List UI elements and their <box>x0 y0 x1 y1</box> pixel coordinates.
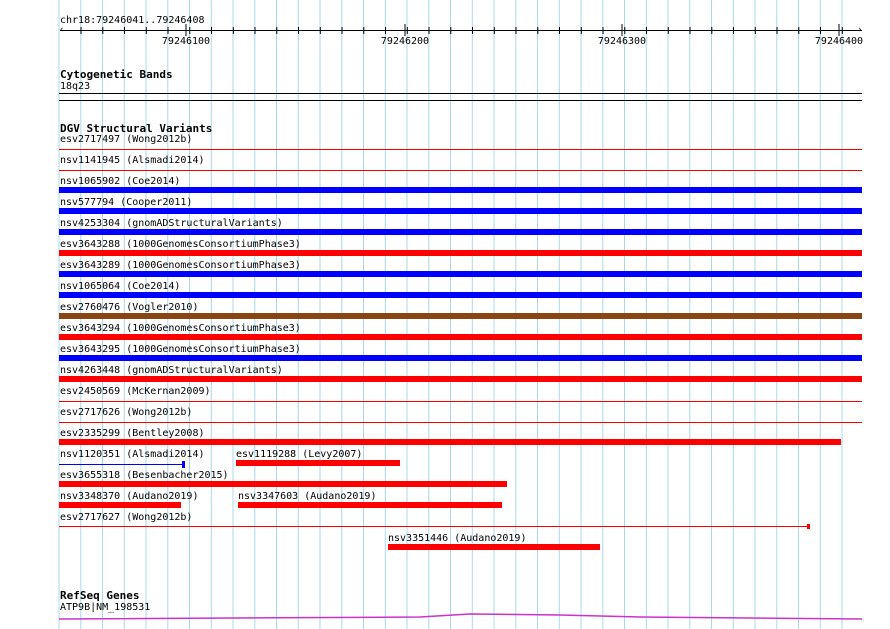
ruler-location: chr18:79246041..79246408 <box>60 15 205 26</box>
variant-label[interactable]: nsv1065902 (Coe2014) <box>60 176 181 187</box>
variant-label[interactable]: nsv3348370 (Audano2019) <box>60 491 199 502</box>
ruler-tick-label: 79246400 <box>814 36 864 47</box>
variant-feature-end <box>807 524 810 529</box>
variant-label[interactable]: nsv4253304 (gnomADStructuralVariants) <box>60 218 283 229</box>
ruler-axis <box>60 30 862 31</box>
variant-feature[interactable] <box>59 149 862 150</box>
variant-label[interactable]: nsv4263448 (gnomADStructuralVariants) <box>60 365 283 376</box>
cytoband-track-line[interactable] <box>59 93 862 94</box>
variant-feature[interactable] <box>59 422 862 423</box>
variant-feature[interactable] <box>59 401 862 402</box>
variant-feature[interactable] <box>59 526 809 527</box>
variant-feature-end <box>182 461 185 468</box>
refseq-gene-label[interactable]: ATP9B|NM_198531 <box>60 602 151 613</box>
ruler-tick-label: 79246300 <box>597 36 647 47</box>
variant-label[interactable]: esv2760476 (Vogler2010) <box>60 302 199 313</box>
variant-label[interactable]: esv2450569 (McKernan2009) <box>60 386 211 397</box>
variant-label[interactable]: nsv1141945 (Alsmadi2014) <box>60 155 205 166</box>
variant-feature[interactable] <box>59 481 507 487</box>
variant-label[interactable]: esv1119288 (Levy2007) <box>236 449 363 460</box>
variant-feature[interactable] <box>59 271 862 277</box>
variant-label[interactable]: nsv3347603 (Audano2019) <box>238 491 377 502</box>
track-divider <box>59 100 862 101</box>
variant-feature[interactable] <box>59 292 862 298</box>
variant-feature[interactable] <box>59 229 862 235</box>
ruler-right-arrow-icon: › <box>857 25 863 35</box>
variant-label[interactable]: nsv3351446 (Audano2019) <box>388 533 527 544</box>
variant-label[interactable]: esv2717626 (Wong2012b) <box>60 407 193 418</box>
ruler-left-arrow-icon: ‹ <box>59 25 65 35</box>
variant-label[interactable]: nsv1065064 (Coe2014) <box>60 281 181 292</box>
refseq-gene-feature[interactable] <box>0 610 890 622</box>
variant-feature[interactable] <box>388 544 600 550</box>
variant-label[interactable]: esv3643295 (1000GenomesConsortiumPhase3) <box>60 344 301 355</box>
variant-label[interactable]: esv2335299 (Bentley2008) <box>60 428 205 439</box>
variant-label[interactable]: esv2717497 (Wong2012b) <box>60 134 193 145</box>
track-title-cytoband: Cytogenetic Bands <box>60 68 173 81</box>
variant-feature[interactable] <box>238 502 502 508</box>
variant-feature[interactable] <box>59 439 841 445</box>
variant-label[interactable]: nsv577794 (Cooper2011) <box>60 197 193 208</box>
variant-feature[interactable] <box>59 208 862 214</box>
variant-label[interactable]: esv3655318 (Besenbacher2015) <box>60 470 229 481</box>
variant-feature[interactable] <box>59 170 862 171</box>
variant-label[interactable]: esv3643289 (1000GenomesConsortiumPhase3) <box>60 260 301 271</box>
variant-feature[interactable] <box>236 460 400 466</box>
cytoband-label: 18q23 <box>60 81 91 92</box>
variant-feature[interactable] <box>59 464 185 465</box>
variant-feature[interactable] <box>59 376 862 382</box>
ruler-tick-label: 79246200 <box>380 36 430 47</box>
variant-feature[interactable] <box>59 334 862 340</box>
variant-feature[interactable] <box>59 250 862 256</box>
variant-feature[interactable] <box>59 187 862 193</box>
variant-label[interactable]: esv3643294 (1000GenomesConsortiumPhase3) <box>60 323 301 334</box>
variant-label[interactable]: esv2717627 (Wong2012b) <box>60 512 193 523</box>
variant-label[interactable]: esv3643288 (1000GenomesConsortiumPhase3) <box>60 239 301 250</box>
track-title-refseq: RefSeq Genes <box>60 589 140 602</box>
variant-feature[interactable] <box>59 355 862 361</box>
track-title-dgv: DGV Structural Variants <box>60 122 213 135</box>
variant-label[interactable]: nsv1120351 (Alsmadi2014) <box>60 449 205 460</box>
variant-feature[interactable] <box>59 313 862 319</box>
variant-feature[interactable] <box>59 502 181 508</box>
ruler-tick-label: 79246100 <box>161 36 211 47</box>
